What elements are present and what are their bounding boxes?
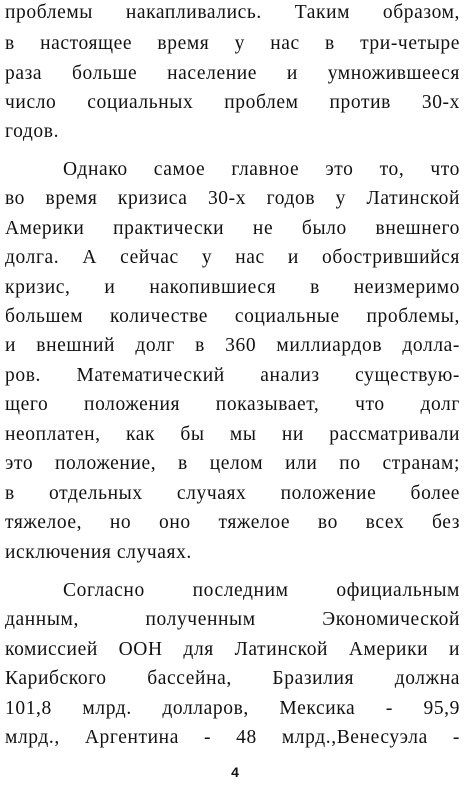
text-line: щего положения показывает, что долг [5, 394, 460, 415]
text-line: во время кризиса 30-х годов у Латинской [5, 188, 460, 209]
text-line: и внешний долг в 360 миллиардов долла- [5, 335, 460, 356]
text-line: число социальных проблем против 30-х [5, 92, 460, 113]
text-line: Карибского бассейна, Бразилия должна [5, 668, 460, 689]
text-line: комиссией ООН для Латинской Америки и [5, 639, 460, 660]
text-line: тяжелое, но оно тяжелое во всех без [5, 512, 460, 533]
text-line: проблемы накапливались. Таким образом, [5, 2, 460, 23]
text-line: ров. Математический анализ существую- [5, 365, 460, 386]
text-line: в отдельных случаях положение более [5, 483, 460, 504]
text-line: долга. А сейчас у нас и обострившийся [5, 247, 460, 268]
paragraph-first-line: Однако самое главное это то, что [63, 159, 460, 180]
text-line: большем количестве социальные проблемы, [5, 306, 460, 327]
text-line: 101,8 млрд. долларов, Мексика - 95,9 [5, 698, 460, 719]
text-line: раза больше население и умножившееся [5, 63, 460, 84]
paragraph-first-line: Согласно последним официальным [63, 580, 460, 601]
text-line: годов. [5, 121, 60, 142]
text-line: исключения случаях. [5, 542, 192, 563]
text-line: млрд., Аргентина - 48 млрд.,Венесуэла - [5, 727, 460, 748]
text-line: кризис, и накопившиеся в неизмеримо [5, 277, 460, 298]
page-number: 4 [231, 764, 239, 780]
text-line: данным, полученным Экономической [5, 609, 460, 630]
text-line: в настоящее время у нас в три-четыре [5, 33, 460, 54]
text-line: неоплатен, как бы мы ни рассматривали [5, 424, 460, 445]
text-line: это положение, в целом или по странам; [5, 453, 460, 474]
text-line: Америки практически не было внешнего [5, 218, 460, 239]
